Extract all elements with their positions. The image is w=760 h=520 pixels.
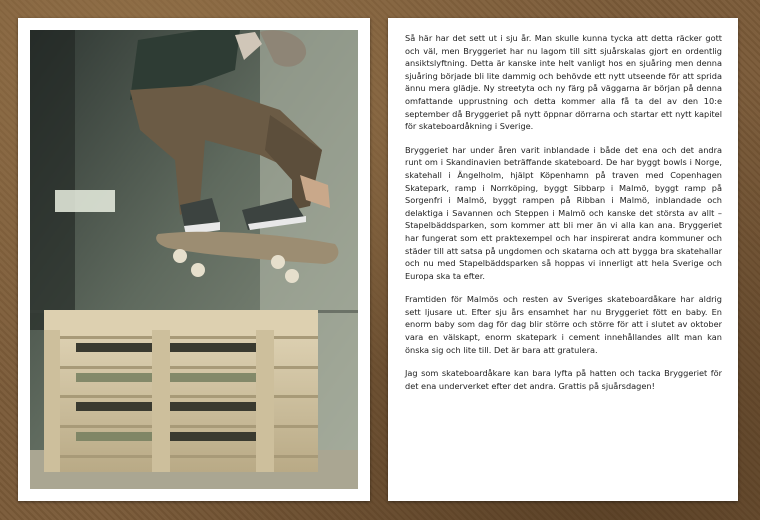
article-paragraph: Bryggeriet har under åren varit inblandade i både det ena och det andra runt om i Skandinavien beträffande skateboard. De har byggt bowls i Norge, skatehall i Ängelholm, hjälpt Köpenhamn på traven med Copenhagen Skatepark, ramp i Norrköping, byggt Sibbarp i Malmö, byggt ramp på Sorgenfri i Malmö, byggt rampen på Ribban i Malmö, inblandade och delaktiga i Savannen och Steppen i Malmö och kanske det största av allt – Stapelbäddsparken, som kommer att bli mer än vi alla kan ana. Bryggeriet har fungerat som ett praktexempel och har inspirerat andra kommuner och städer till att satsa på ungdomen och skatarna och att bygga bra skatehallar och nu med Stapelbäddsparken så hoppas vi innerligt att hela Sverige och Europa ska ta efter. — [405, 144, 722, 281]
article-paragraph: Jag som skateboardåkare kan bara lyfta på hatten och tacka Bryggeriet för det ena underverket efter det andra. Grattis på sjuårsdagen! — [405, 368, 722, 391]
article-paragraph: Så här har det sett ut i sju år. Man skulle kunna tycka att detta räcker gott och väl, men Bryggeriet har nu lagom till sitt sjuårskalas gjort en ordentlig ansiktslyftning. Detta är kanske inte helt vanligt hos en sjuåring men denna sjuåring började bli lite dammig och behövde ett nytt utseende för att sprida ännu mera glädje. Ny streetyta och ny färg på väggarna är början på denna omfattande upprustning och detta kommer alla få ta del av den 10:e september då Bryggeriet på nytt öppnar dörrarna och startar ett nytt kapitel för skateboardåkning i Sverige. — [405, 33, 722, 132]
article-paragraph: Framtiden för Malmös och resten av Sveriges skateboardåkare har aldrig sett ljusare ut. Efter sju års ensamhet har nu Bryggeriet fött en baby. En enorm baby som dag för dag blir större och större för att i slutet av oktober vara en välskapt, enorm skatepark i cement innehållandes allt man kan önska sig och lite till. Det är bara att gratulera. — [405, 294, 722, 355]
article-body — [405, 32, 722, 403]
skateboarder-photo — [30, 30, 358, 489]
article-card — [388, 18, 738, 501]
photo-card — [18, 18, 370, 501]
